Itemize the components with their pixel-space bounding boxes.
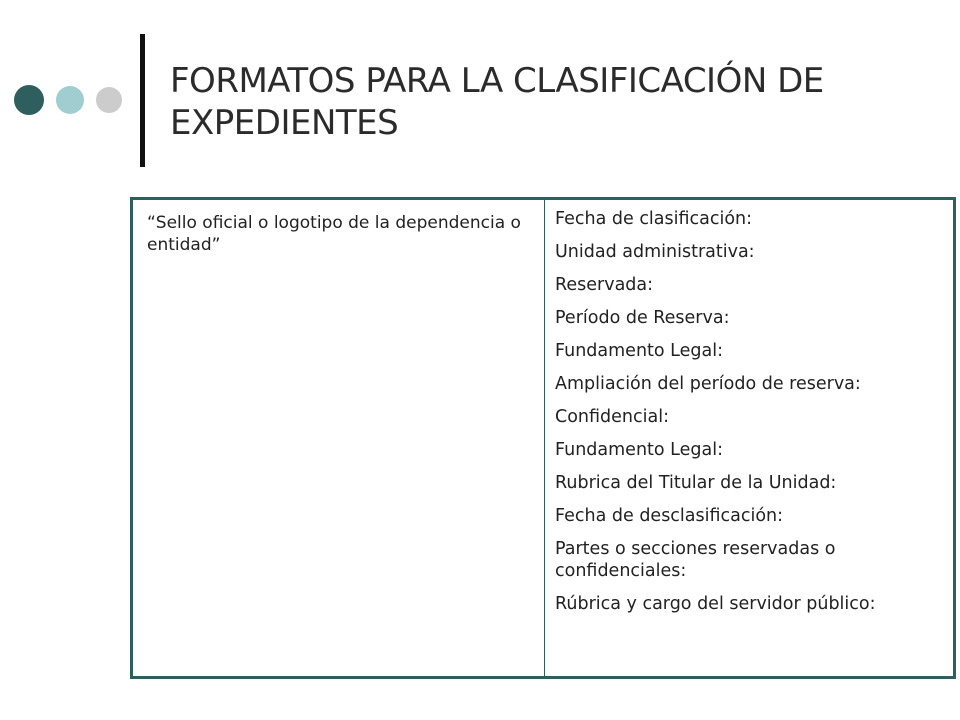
logo-cell [133, 200, 545, 676]
field-rubrica-cargo: Rúbrica y cargo del servidor público: [555, 594, 876, 614]
logo-placeholder-text: “Sello oficial o logotipo de la dependencia o entidad” [147, 213, 521, 255]
field-partes-secciones: Partes o secciones reservadas o confidenciales: [555, 539, 836, 581]
field-list [555, 208, 943, 615]
field-reservada: Reservada: [555, 275, 654, 295]
field-ampliacion-periodo: Ampliación del período de reserva: [555, 374, 861, 394]
light-teal-dot-icon [56, 86, 84, 114]
gray-dot-icon [96, 87, 122, 113]
title-divider [140, 34, 145, 167]
slide-title: FORMATOS PARA LA CLASIFICACIÓN DE EXPEDIENTES [170, 61, 824, 143]
dark-teal-dot-icon [14, 85, 44, 115]
field-confidencial: Confidencial: [555, 407, 669, 427]
fields-cell [545, 200, 953, 676]
classification-table [130, 197, 956, 679]
field-unidad-administrativa: Unidad administrativa: [555, 242, 755, 262]
field-fecha-desclasificacion: Fecha de desclasificación: [555, 506, 784, 526]
field-periodo-reserva: Período de Reserva: [555, 308, 730, 328]
field-fundamento-legal-2: Fundamento Legal: [555, 440, 723, 460]
field-rubrica-titular: Rubrica del Titular de la Unidad: [555, 473, 837, 493]
field-fundamento-legal: Fundamento Legal: [555, 341, 723, 361]
field-fecha-clasificacion: Fecha de clasificación: [555, 209, 753, 229]
